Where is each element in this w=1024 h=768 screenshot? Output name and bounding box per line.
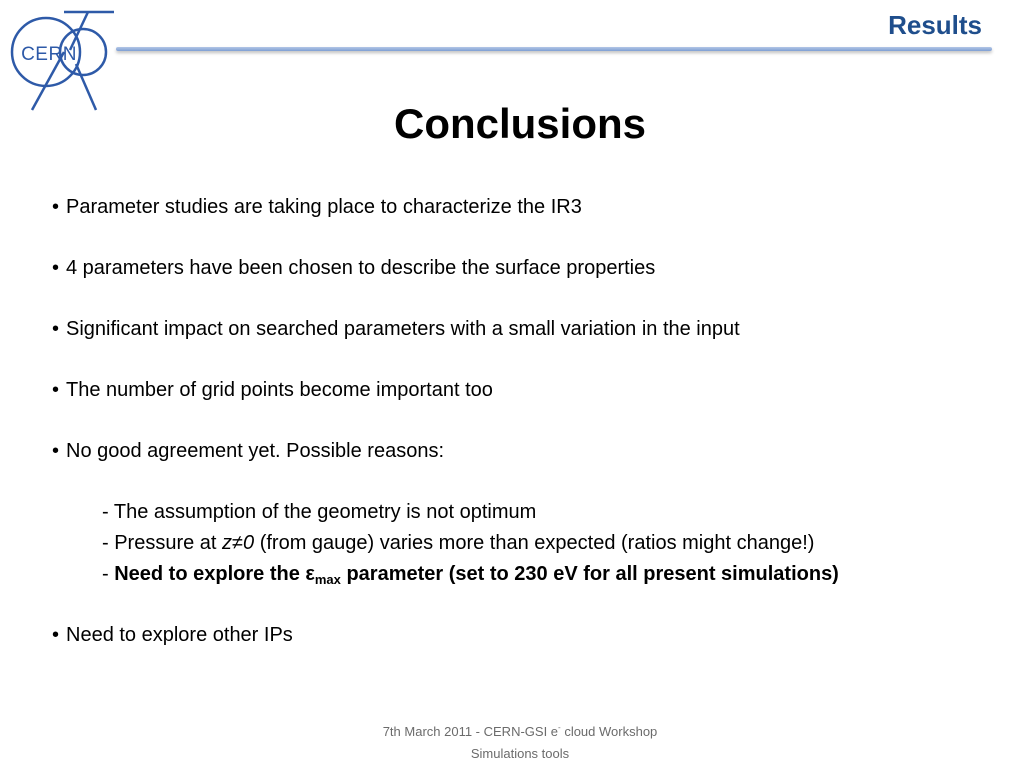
math-z: z≠0 [222, 532, 255, 554]
bullet-item: • Significant impact on searched parameters with a small variation in the input [52, 314, 992, 345]
cern-logo [6, 8, 118, 114]
bullet-dot-icon: • [52, 379, 60, 401]
footer-line-1: 7th March 2011 - CERN-GSI e- cloud Workshop [382, 723, 658, 739]
bullet-dot-icon: • [52, 257, 60, 279]
sub-item-geometry: - The assumption of the geometry is not optimum [102, 501, 537, 523]
slide-content [52, 192, 992, 651]
bullet-item: • Parameter studies are taking place to characterize the IR3 [52, 192, 992, 223]
footer-line-2: Simulations tools [470, 746, 570, 761]
bullet-dot-icon: • [52, 440, 60, 462]
bullet-item: • The number of grid points become important too [52, 375, 992, 406]
section-title: Results [888, 10, 982, 40]
bullet-item: • Need to explore other IPs [52, 620, 992, 651]
slide-footer [340, 717, 700, 765]
bullet-dot-icon: • [52, 624, 60, 646]
sub-item-pressure: - Pressure at z≠0 (from gauge) varies more than expected (ratios might change!) [102, 532, 815, 554]
header-divider [116, 47, 992, 51]
bullet-dot-icon: • [52, 196, 60, 218]
bullet-item: • No good agreement yet. Possible reasons: [52, 436, 992, 467]
sub-item-emax: - Need to explore the $\varepsilon_{max}$ parameter (set to 230 eV for all present simulations) [102, 563, 839, 587]
bullet-dot-icon: • [52, 318, 60, 340]
slide-title: Conclusions [393, 100, 647, 147]
logo-text: CERN [21, 44, 77, 65]
epsilon-symbol: $\varepsilon_{max}$ [305, 563, 341, 587]
bullet-item: • 4 parameters have been chosen to describe the surface properties [52, 253, 992, 284]
